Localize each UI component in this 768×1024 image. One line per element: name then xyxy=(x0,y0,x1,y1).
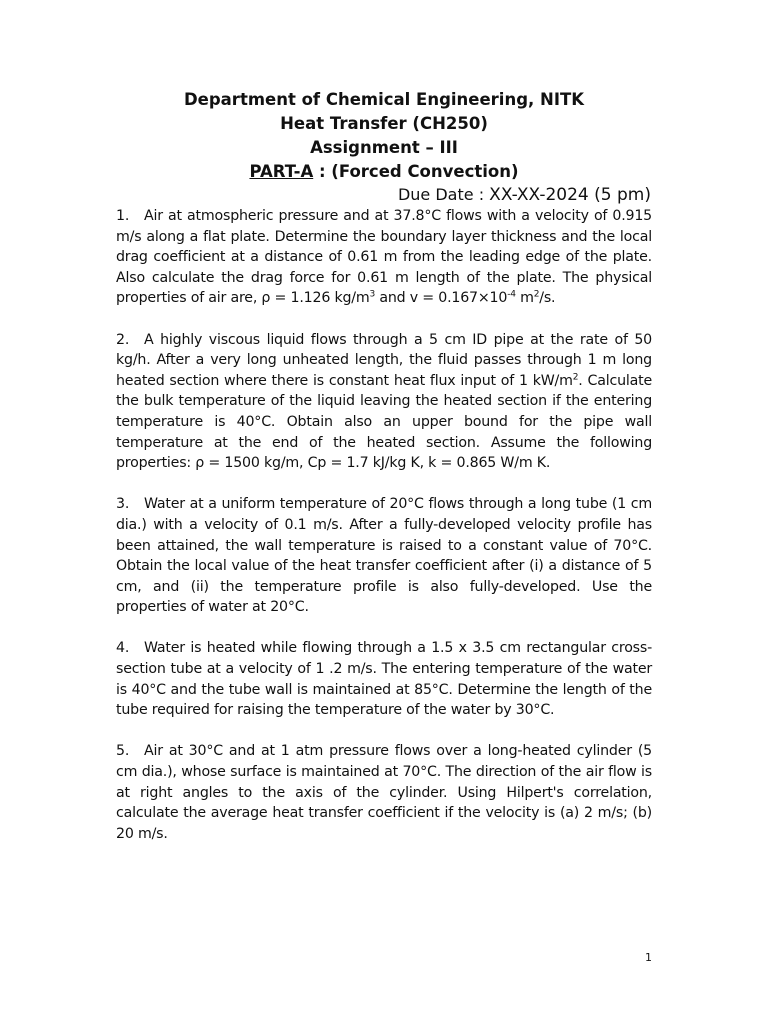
question-text: . Calculate the bulk temperature of the liquid leaving the heated section if the entering temperature is 40°C. Obtain also an upper bound for the pipe wall temperature at the end of the heated section. Assume the following properties: ρ = 1500 kg/m, Cp = 1.7 kJ/kg K, k = 0.865 W/m K. xyxy=(116,372,652,472)
question-3 xyxy=(116,494,652,618)
question-number: 3. xyxy=(116,496,130,513)
question-2 xyxy=(116,330,652,474)
due-date-label: Due Date : xyxy=(397,185,490,204)
question-number: 4. xyxy=(116,640,130,657)
course-title: Heat Transfer (CH250) xyxy=(280,114,488,133)
question-number: 5. xyxy=(116,743,130,760)
part-subtitle: : (Forced Convection) xyxy=(313,162,519,181)
superscript: 2 xyxy=(533,289,540,300)
question-text: and v = 0.167×10 xyxy=(375,290,508,307)
part-label: PART-A xyxy=(249,162,314,181)
due-date-value: XX-XX-2024 (5 pm) xyxy=(489,185,651,205)
superscript: 2 xyxy=(572,372,579,383)
question-number: 1. xyxy=(116,208,130,224)
question-5 xyxy=(116,741,652,844)
question-list xyxy=(116,206,652,865)
question-4 xyxy=(116,638,652,720)
question-number: 2. xyxy=(116,331,130,348)
question-text: m xyxy=(515,290,534,307)
question-text: Air at 30°C and at 1 atm pressure flows over a long-heated cylinder (5 cm dia.), whose surface is maintained at 70°C. The direction of the air flow is at right angles to the axis of the cylinder. Using Hilpert's correlation, calculate the average heat transfer coefficient if the velocity is (a) 2 m/s; (b) 20 m/s. xyxy=(116,743,652,842)
assignment-title: Assignment – III xyxy=(310,138,458,157)
part-heading xyxy=(0,160,768,184)
question-text: Water at a uniform temperature of 20°C flows through a long tube (1 cm dia.) with a velocity of 0.1 m/s. After a fully-developed velocity profile has been attained, the wall temperature is raised to a constant value of 70°C. Obtain the local value of the heat transfer coefficient after (i) a distance of 5 cm, and (ii) the temperature profile is also fully-developed. Use the properties of water at 20°C. xyxy=(116,496,652,616)
question-1 xyxy=(116,206,652,309)
superscript: -4 xyxy=(507,289,516,300)
superscript: 3 xyxy=(369,289,376,300)
question-text: A highly viscous liquid flows through a 5 cm ID pipe at the rate of 50 kg/h. After a very long unheated length, the fluid passes through 1 m long heated section where there is constant heat flux input of 1 kW/m xyxy=(116,331,652,389)
department-title: Department of Chemical Engineering, NITK xyxy=(183,90,585,109)
document-header xyxy=(0,88,768,184)
question-text: Air at atmospheric pressure and at 37.8°C flows with a velocity of 0.915 m/s along a flat plate. Determine the boundary layer thickness and the local drag coefficient at a distance of 0.61 m from the leading edge of the plate. Also calculate the drag force for 0.61 m length of the plate. The physical properties of air are, ρ = 1.126 kg/m xyxy=(116,208,652,307)
due-date xyxy=(398,184,651,206)
page-number: 1 xyxy=(645,951,652,964)
question-text: /s. xyxy=(539,290,556,307)
question-text: Water is heated while flowing through a 1.5 x 3.5 cm rectangular cross-section tube at a velocity of 1 .2 m/s. The entering temperature of the water is 40°C and the tube wall is maintained at 85°C. Determine the length of the tube required for raising the temperature of the water by 30°C. xyxy=(116,640,652,719)
